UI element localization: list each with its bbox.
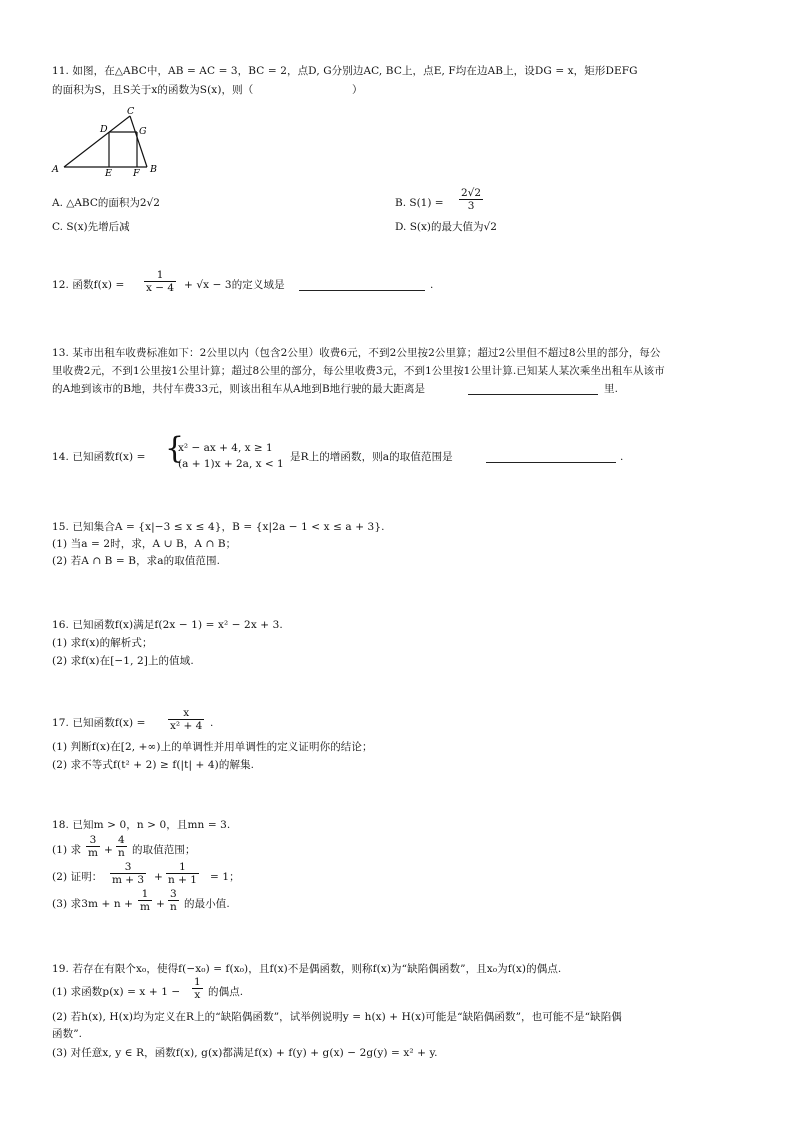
q18-p1-pre: (1) 求 (52, 844, 82, 856)
q18-p2-frac2-den: n + 1 (168, 874, 197, 886)
q17-pre: 17. 已知函数f(x) = (52, 717, 146, 729)
q14-answer-blank[interactable] (486, 462, 616, 463)
q18-p1-frac2-den: n (118, 847, 125, 859)
q18-p3-frac2 (168, 888, 179, 913)
q14-brace: { (165, 431, 185, 466)
q13-line2: 里收费2元，不到1公里按1公里计算；超过8公里的部分，每公里收费3元，不到1公里按1公里计算.已知某人某次乘坐出租车从该市 (52, 365, 665, 377)
q18-p2-post: = 1； (210, 871, 240, 883)
q18-p1-frac2-num: 4 (116, 834, 127, 847)
q18-p2-frac2-num: 1 (166, 861, 199, 874)
q11-line2-end: ） (352, 84, 363, 96)
q18-p1-frac1 (86, 834, 100, 859)
q19-p1-den: x (194, 989, 201, 1001)
q11-option-a: A. △ABC的面积为2√2 (52, 197, 160, 209)
q11-option-b-num: 2√2 (461, 187, 482, 199)
q11-option-c: C. S(x)先增后减 (52, 221, 130, 233)
q13-line3: 的A地到该市的B地，共付车费33元，则该出租车从A地到B地行驶的最大距离是 (52, 383, 426, 395)
q14-case1: x² − ax + 4, x ≥ 1 (178, 442, 273, 454)
q12-answer-blank[interactable] (299, 290, 425, 291)
q15-line2: (1) 当a = 2时，求，A ∪ B，A ∩ B； (52, 538, 237, 550)
q18-p3-frac1-num: 1 (138, 888, 152, 901)
q14-case2: (a + 1)x + 2a, x < 1 (178, 458, 284, 470)
q11-option-b-frac (459, 187, 483, 212)
q18-p2-plus: + (154, 871, 163, 883)
q11-option-b-den: 3 (467, 200, 475, 212)
q18-p2-frac1-num: 3 (110, 861, 146, 874)
q12-frac (144, 269, 176, 294)
label-e: E (105, 168, 112, 176)
q15-line1: 15. 已知集合A = {x|−3 ≤ x ≤ 4}，B = {x|2a − 1 < x ≤ a + 3}. (52, 521, 385, 533)
edge-cb (130, 116, 147, 167)
q18-p3-frac1 (138, 888, 152, 913)
q11-option-b-pre: B. S(1) = (395, 197, 444, 209)
q13-line3-end: 里. (604, 383, 619, 395)
q18-p1-post: 的取值范围； (132, 844, 196, 856)
q17-line3: (2) 求不等式f(t² + 2) ≥ f(|t| + 4)的解集. (52, 759, 255, 771)
triangle-figure (50, 104, 160, 176)
q18-p2-frac2 (166, 861, 199, 886)
q11-line1: 11. 如图，在△ABC中，AB = AC = 3，BC = 2，点D, G分别边AC, BC上，点E, F均在边AB上，设DG = x，矩形DEFG (52, 65, 638, 77)
q19-line3: (2) 若h(x), H(x)均为定义在R上的“缺陷偶函数”，试举例说明y = h(x) + H(x)可能是“缺陷偶函数”，也可能不是“缺陷偶 (52, 1011, 622, 1023)
edge-ac (64, 116, 130, 167)
q14-end: . (620, 451, 624, 463)
q12-end: . (430, 279, 434, 291)
q19-p1-pre: (1) 求函数p(x) = x + 1 − (52, 986, 181, 998)
q18-p3-plus: + (156, 898, 165, 910)
label-g: G (139, 126, 147, 137)
q18-line1: 18. 已知m > 0，n > 0，且mn = 3. (52, 819, 231, 831)
q16-line3: (2) 求f(x)在[−1, 2]上的值域. (52, 655, 194, 667)
q13-answer-blank[interactable] (468, 394, 598, 395)
q12-den: x − 4 (146, 282, 175, 294)
q18-p3-frac1-den: m (140, 901, 150, 913)
q12-pre: 12. 函数f(x) = (52, 279, 125, 291)
label-b: B (150, 164, 157, 175)
q18-p1-frac1-num: 3 (86, 834, 100, 847)
q13-line1: 13. 某市出租车收费标准如下：2公里以内（包含2公里）收费6元，不到2公里按2公里算；超过2公里但不超过8公里的部分，每公 (52, 347, 661, 359)
q18-p3-frac2-den: n (170, 901, 177, 913)
q17-line2: (1) 判断f(x)在[2, +∞)上的单调性并用单调性的定义证明你的结论； (52, 741, 373, 753)
q19-p1-frac (192, 976, 203, 1001)
q16-line2: (1) 求f(x)的解析式； (52, 637, 153, 649)
label-a: A (52, 164, 59, 175)
q18-p2-pre: (2) 证明： (52, 871, 103, 883)
q19-line5: (3) 对任意x, y ∈ R，函数f(x), g(x)都满足f(x) + f(y) + g(x) − 2g(y) = x² + y. (52, 1047, 438, 1059)
label-c: C (127, 106, 135, 117)
q18-p3-frac2-num: 3 (168, 888, 179, 901)
q12-num: 1 (144, 269, 176, 282)
q14-post: 是R上的增函数，则a的取值范围是 (290, 451, 453, 463)
q19-p1-num: 1 (194, 976, 201, 988)
q17-den: x² + 4 (170, 720, 203, 732)
q15-line3: (2) 若A ∩ B = B，求a的取值范围. (52, 555, 221, 567)
q18-p3-post: 的最小值. (184, 898, 230, 910)
label-d: D (100, 124, 108, 135)
q11-option-d: D. S(x)的最大值为√2 (395, 221, 497, 233)
q19-line1: 19. 若存在有限个x₀，使得f(−x₀) = f(x₀)，且f(x)不是偶函数，则称f(x)为“缺陷偶函数”，且x₀为f(x)的偶点. (52, 963, 562, 975)
q16-line1: 16. 已知函数f(x)满足f(2x − 1) = x² − 2x + 3. (52, 619, 283, 631)
q18-p3-pre: (3) 求3m + n + (52, 898, 134, 910)
q17-num: x (168, 707, 204, 720)
q11-line2: 的面积为S，且S关于x的函数为S(x)，则（ (52, 84, 254, 96)
label-f: F (133, 168, 140, 176)
q17-frac (168, 707, 204, 732)
q18-p2-frac1-den: m + 3 (112, 874, 145, 886)
q19-p1-post: 的偶点. (208, 986, 244, 998)
q14-pre: 14. 已知函数f(x) = (52, 451, 146, 463)
q17-post: . (210, 717, 214, 729)
q18-p1-frac1-den: m (88, 847, 98, 859)
q19-line4: 函数”. (52, 1028, 83, 1040)
q12-post: + √x − 3的定义域是 (184, 279, 285, 291)
q18-p1-frac2 (116, 834, 127, 859)
q18-p1-plus: + (104, 844, 113, 856)
q18-p2-frac1 (110, 861, 146, 886)
